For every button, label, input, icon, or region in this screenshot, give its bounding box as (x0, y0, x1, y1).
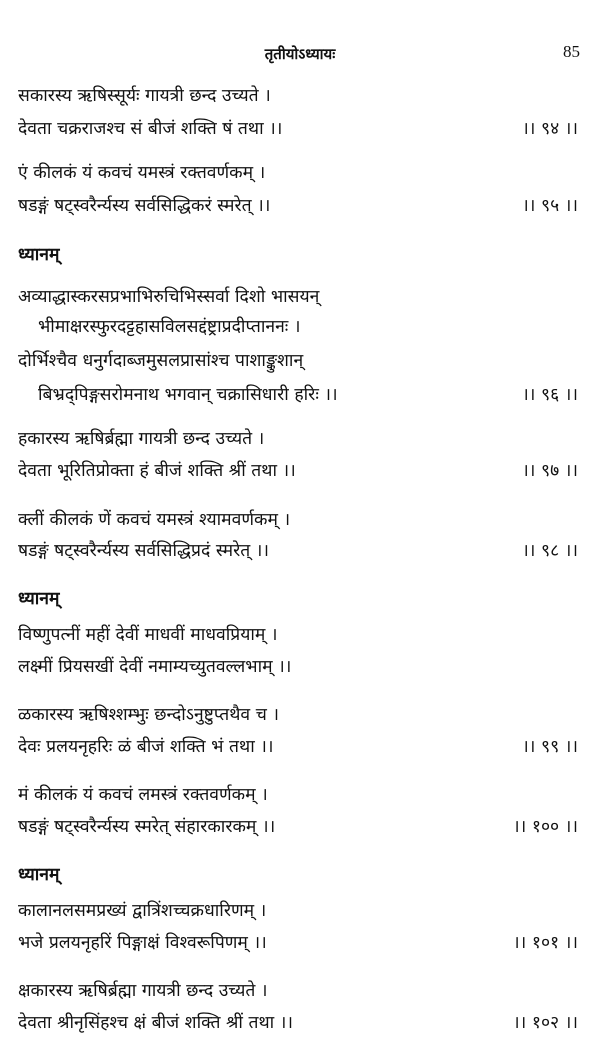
verse-line (18, 81, 583, 111)
verse-line (18, 1008, 583, 1038)
verse-text: षडङ्गं षट्स्वरैर्न्यस्य सर्वसिद्धिप्रदं स्मरेत् ।। (18, 541, 270, 561)
section-heading: ध्यानम् (18, 245, 60, 265)
verse-line (18, 114, 583, 144)
verse-number: ।। ९९ ।। (522, 737, 578, 757)
verse-text: एं कीलकं यं कवचं यमस्त्रं रक्तवर्णकम् । (18, 163, 266, 183)
verse-line (18, 158, 583, 188)
verse-line (18, 732, 583, 762)
verse-number: ।। १०० ।। (513, 817, 578, 837)
verse-line (18, 505, 583, 535)
verse-text: लक्ष्मीं प्रियसखीं देवीं नमाम्यच्युतवल्लभाम् ।। (18, 657, 292, 677)
verse-number: ।। ९८ ।। (522, 541, 578, 561)
verse-line (18, 620, 583, 650)
verse-text: बिभ्रद्पिङ्गसरोमनाथ भगवान् चक्रासिधारी हरिः ।। (38, 385, 338, 405)
verse-text: मं कीलकं यं कवचं लमस्त्रं रक्तवर्णकम् । (18, 785, 268, 805)
verse-line (18, 976, 583, 1006)
verse-line (38, 312, 583, 342)
section-heading: ध्यानम् (18, 865, 60, 885)
verse-line (18, 652, 583, 682)
section-heading: ध्यानम् (18, 589, 60, 609)
verse-line (18, 812, 583, 842)
verse-number: ।। ९५ ।। (522, 196, 578, 216)
verse-text: भजे प्रलयनृहरिं पिङ्गाक्षं विश्वरूपिणम् ।। (18, 933, 267, 953)
verse-line (18, 896, 583, 926)
verse-text: हकारस्य ऋषिर्ब्रह्मा गायत्री छन्द उच्यते । (18, 429, 265, 449)
verse-line (18, 282, 583, 312)
verse-text: सकारस्य ऋषिस्सूर्यः गायत्री छन्द उच्यते । (18, 86, 271, 106)
page-number: 85 (563, 42, 580, 61)
verse-text: षडङ्गं षट्स्वरैर्न्यस्य स्मरेत् संहारकारकम् ।। (18, 817, 276, 837)
verse-number: ।। १०२ ।। (513, 1013, 578, 1033)
verse-line (18, 456, 583, 486)
verse-text: भीमाक्षरस्फुरदट्टहासविलसद्दंष्ट्राप्रदीप्ताननः । (38, 317, 301, 337)
verse-line (18, 700, 583, 730)
verse-text: दोर्भिश्चैव धनुर्गदाब्जमुसलप्रासांश्च पाशाङ्कुशान् (18, 351, 304, 371)
verse-line (18, 424, 583, 454)
verse-number: ।। ९७ ।। (522, 461, 578, 481)
verse-line (18, 191, 583, 221)
running-head: तृतीयोऽध्यायः (264, 45, 336, 63)
verse-line (18, 928, 583, 958)
verse-number: ।। ९६ ।। (522, 385, 578, 405)
verse-text: क्लीं कीलकं णें कवचं यमस्त्रं श्यामवर्णकम् । (18, 510, 291, 530)
verse-text: देवः प्रलयनृहरिः ळं बीजं शक्ति भं तथा ।। (18, 737, 274, 757)
verse-number: ।। १०१ ।। (513, 933, 578, 953)
verse-line (18, 780, 583, 810)
verse-line (38, 380, 583, 410)
verse-line (18, 346, 583, 376)
verse-text: अव्याद्धास्करसप्रभाभिरुचिभिस्सर्वा दिशो भासयन् (18, 287, 320, 307)
verse-text: क्षकारस्य ऋषिर्ब्रह्मा गायत्री छन्द उच्यते । (18, 981, 268, 1001)
verse-text: विष्णुपत्नीं महीं देवीं माधवीं माधवप्रियाम् । (18, 625, 278, 645)
verse-text: देवता चक्रराजश्च सं बीजं शक्ति षं तथा ।। (18, 119, 283, 139)
verse-line (18, 536, 583, 566)
verse-text: देवता भूरितिप्रोक्ता हं बीजं शक्ति श्रीं तथा ।। (18, 461, 296, 481)
page-header (0, 42, 600, 66)
verse-text: षडङ्गं षट्स्वरैर्न्यस्य सर्वसिद्धिकरं स्मरेत् ।। (18, 196, 271, 216)
verse-text: ळकारस्य ऋषिश्शम्भुः छन्दोऽनुष्टुप्तथैव च । (18, 705, 280, 725)
verse-text: देवता श्रीनृसिंहश्च क्षं बीजं शक्ति श्रीं तथा ।। (18, 1013, 294, 1033)
verse-text: कालानलसमप्रख्यं द्वात्रिंशच्चक्रधारिणम् । (18, 901, 267, 921)
verse-number: ।। ९४ ।। (522, 119, 578, 139)
